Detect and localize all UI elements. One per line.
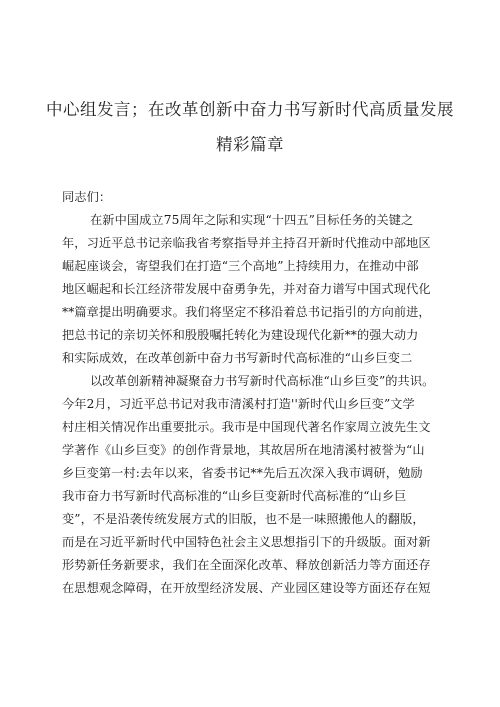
- salutation: 同志们：: [62, 190, 112, 204]
- paragraph-line: 乡巨变第一村:去年以来，省委书记**先后五次深入我市调研，勉励: [62, 466, 423, 480]
- paragraph-line: 地区崛起和长江经济带发展中奋勇争先，并对奋力谱写中国式现代化: [62, 282, 431, 296]
- paragraph-line: 和实际成效，在改革创新中奋力书写新时代高标准的“山乡巨变二: [62, 351, 413, 365]
- paragraph-line: 今年2月，习近平总书记对我市清溪村打造''新时代山乡巨变”文学: [62, 397, 415, 411]
- paragraph-line: 崛起座谈会，寄望我们在打造“三个高地”上持续用力，在推动中部: [62, 259, 419, 273]
- paragraph-line: 我市奋力书写新时代高标准的“山乡巨变新时代高标准的“山乡巨: [62, 489, 407, 503]
- paragraph-line: 学著作《山乡巨变》的创作背景地，其故居所在地清溪村被誉为“山: [62, 443, 425, 457]
- paragraph-line: 村庄相关情况作出重要批示。我市是中国现代著名作家周立波先生文: [62, 420, 431, 434]
- paragraph-line: 把总书记的亲切关怀和殷殷嘱托转化为建设现代化新**的强大动力: [62, 328, 419, 342]
- paragraph-line: 以改革创新精神凝聚奋力书写新时代高标准“山乡巨变”的共识。: [90, 374, 435, 388]
- paragraph-line: 形势新任务新要求，我们在全面深化改革、释放创新活力等方面还存: [62, 558, 431, 572]
- paragraph-line: 在思想观念障碍，在开放型经济发展、产业园区建设等方面还存在短: [62, 581, 431, 595]
- paragraph-line: **篇章提出明确要求。我们将坚定不移沿着总书记指引的方向前进，: [62, 305, 431, 319]
- paragraph-line: 变”，不是沿袭传统发展方式的旧版，也不是一味照搬他人的翻版，: [62, 512, 425, 526]
- document-title-line-1: 中心组发言；在改革创新中奋力书写新时代高质量发展: [46, 100, 454, 119]
- document-title-line-2: 精彩篇章: [216, 135, 284, 154]
- paragraph-line: 年，习近平总书记亲临我省考察指导并主持召开新时代推动中部地区: [62, 236, 431, 250]
- paragraph-line: 而是在习近平新时代中国特色社会主义思想指引下的升级版。面对新: [62, 535, 431, 549]
- paragraph-line: 在新中国成立75周年之际和实现“十四五”目标任务的关键之: [90, 213, 414, 227]
